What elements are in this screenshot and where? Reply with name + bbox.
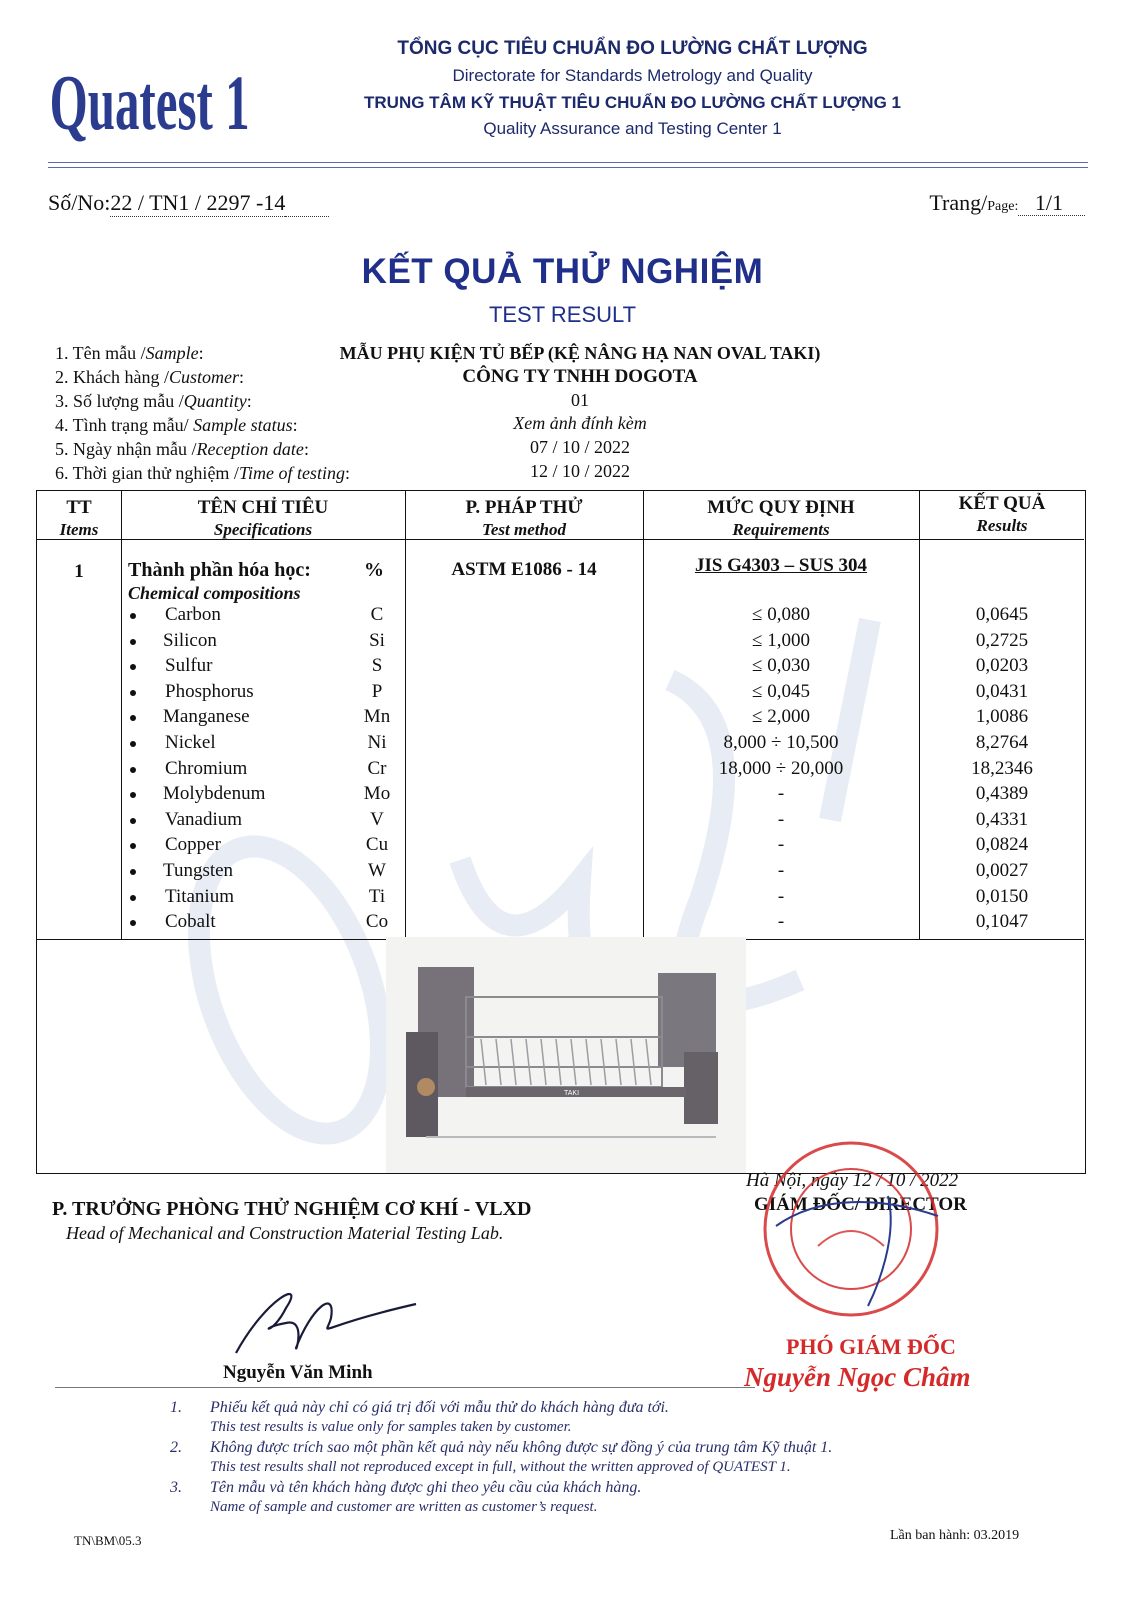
element-result: 0,0150: [975, 885, 1029, 907]
sample-photo: [386, 937, 746, 1173]
info-status-value: Xem ảnh đính kèm: [513, 413, 647, 433]
element-name: Tungsten: [163, 860, 234, 881]
element-requirement: ≤ 2,000: [752, 706, 810, 728]
bullet-icon: [130, 869, 136, 875]
info-sample-value: MẪU PHỤ KIỆN TỦ BẾP (KỆ NÂNG HẠ NAN OVAL TAKI): [339, 343, 821, 363]
info-sample-label: 1. Tên mẫu /Sample:: [55, 343, 204, 363]
bullet-icon: [130, 741, 136, 747]
element-result: 0,0645: [975, 604, 1029, 625]
photo-brand-label: TAKI: [564, 1090, 580, 1097]
element-result: 0,0824: [975, 834, 1029, 856]
deputy-name: Nguyễn Ngọc Châm: [744, 1362, 971, 1392]
element-symbol: Mo: [363, 783, 391, 805]
element-requirement: -: [777, 783, 785, 805]
page-label-en: Page:: [987, 199, 1019, 214]
element-symbol: Ti: [368, 885, 386, 907]
element-symbol: W: [368, 860, 386, 881]
page-value: 1/1: [1034, 190, 1063, 215]
bullet-icon: [130, 639, 136, 645]
signature-rule: [55, 1387, 755, 1388]
bullet-icon: [130, 767, 136, 773]
element-result: 0,2725: [975, 629, 1029, 651]
element-result: 18,2346: [971, 757, 1033, 779]
element-result: 0,1047: [975, 911, 1029, 933]
bullet-icon: [130, 664, 136, 670]
element-result: 0,4331: [975, 808, 1029, 830]
unit: %: [364, 559, 384, 581]
element-name: Nickel: [165, 732, 216, 753]
element-requirement: -: [777, 911, 785, 933]
element-result: 0,0431: [975, 680, 1029, 702]
header-specifications: TÊN CHỈ TIÊU Specifications: [197, 497, 329, 539]
element-name: Chromium: [165, 757, 248, 779]
test-method: ASTM E1086 - 14: [451, 559, 597, 580]
info-quantity-value: 01: [571, 390, 589, 410]
element-requirement: ≤ 0,030: [752, 655, 810, 677]
group-title-en: Chemical compositions: [128, 583, 301, 603]
lab-head-name: Nguyễn Văn Minh: [223, 1362, 373, 1383]
element-symbol: Si: [369, 629, 385, 651]
place-date: Hà Nội, ngày 12 / 10 / 2022: [746, 1170, 959, 1191]
bullet-icon: [130, 920, 136, 926]
lab-head-title: P. TRƯỞNG PHÒNG THỬ NGHIỆM CƠ KHÍ - VLXD: [52, 1198, 532, 1220]
group-title: Thành phần hóa học:: [128, 559, 311, 581]
element-result: 0,0203: [975, 655, 1029, 677]
element-requirement: ≤ 0,045: [752, 680, 810, 702]
header-test-method: P. PHÁP THỬ Test method: [465, 497, 583, 539]
bullet-icon: [130, 843, 136, 849]
element-symbol: S: [371, 655, 383, 677]
element-requirement: -: [777, 834, 785, 856]
lab-head-signature: [226, 1268, 426, 1368]
element-result: 8,2764: [975, 732, 1029, 753]
element-symbol: Co: [365, 911, 389, 933]
document-title: KẾT QUẢ THỬ NGHIỆM: [361, 252, 764, 291]
element-requirement: ≤ 0,080: [752, 604, 810, 625]
element-name: Sulfur: [165, 655, 213, 677]
deputy-title: PHÓ GIÁM ĐỐC: [786, 1334, 956, 1359]
element-symbol: Cr: [367, 757, 387, 779]
info-testing-value: 12 / 10 / 2022: [529, 461, 630, 481]
element-symbol: Ni: [367, 732, 387, 753]
directorate-vi: TỔNG CỤC TIÊU CHUẨN ĐO LƯỜNG CHẤT LƯỢNG: [397, 38, 868, 59]
item-number: 1: [74, 561, 84, 582]
element-symbol: Mn: [363, 706, 391, 728]
bullet-icon: [130, 715, 136, 721]
report-number: [48, 190, 329, 216]
header-requirements: MỨC QUY ĐỊNH Requirements: [707, 497, 855, 539]
bullet-icon: [130, 690, 136, 696]
page-label: Trang/: [929, 190, 988, 215]
directorate-en: Directorate for Standards Metrology and Quality: [452, 66, 813, 85]
info-customer-value: CÔNG TY TNHH DOGOTA: [462, 366, 698, 387]
element-symbol: Cu: [365, 834, 389, 856]
info-testing-label: 6. Thời gian thử nghiệm /Time of testing:: [55, 463, 350, 483]
element-requirement: -: [777, 860, 785, 881]
info-reception-label: 5. Ngày nhận mẫu /Reception date:: [55, 439, 309, 459]
bullet-icon: [130, 818, 136, 824]
issue-date: Lần ban hành: 03.2019: [890, 1528, 1020, 1543]
element-result: 1,0086: [975, 706, 1029, 728]
document-subtitle: TEST RESULT: [488, 302, 637, 327]
element-name: Molybdenum: [163, 783, 266, 805]
element-requirement: 18,000 ÷ 20,000: [718, 757, 844, 779]
page-indicator: [929, 190, 1085, 216]
element-requirement: ≤ 1,000: [752, 629, 810, 651]
form-code: TN\BM\05.3: [74, 1533, 142, 1548]
element-symbol: V: [370, 808, 384, 830]
element-symbol: P: [371, 680, 383, 702]
element-name: Vanadium: [165, 808, 243, 830]
element-symbol: C: [370, 604, 384, 625]
bullet-icon: [130, 613, 136, 619]
element-name: Cobalt: [165, 911, 216, 933]
element-name: Silicon: [163, 629, 217, 651]
director-label: GIÁM ĐỐC/ DIRECTOR: [754, 1194, 967, 1215]
element-name: Carbon: [165, 604, 221, 625]
report-number-label: Số/No:: [48, 190, 111, 215]
element-requirement: 8,000 ÷ 10,500: [723, 732, 839, 753]
bullet-icon: [130, 895, 136, 901]
official-stamp: [758, 1136, 944, 1322]
element-name: Phosphorus: [165, 680, 254, 702]
element-result: 0,0027: [975, 860, 1029, 881]
element-requirement: -: [777, 808, 785, 830]
header-results: KẾT QUẢ Results: [958, 493, 1046, 535]
element-name: Manganese: [163, 706, 250, 728]
header-rule-2: [48, 167, 1088, 168]
header-items: TT Items: [59, 497, 99, 539]
bullet-icon: [130, 792, 136, 798]
lab-head-title-en: Head of Mechanical and Construction Material Testing Lab.: [66, 1223, 504, 1243]
element-requirement: -: [777, 885, 785, 907]
info-reception-value: 07 / 10 / 2022: [529, 437, 630, 457]
logo-text: Quatest 1: [49, 61, 250, 144]
element-result: 0,4389: [975, 783, 1029, 805]
info-quantity-label: 3. Số lượng mẫu /Quantity:: [55, 391, 252, 411]
header-rule-1: [48, 162, 1088, 163]
report-number-value: 22 / TN1 / 2297 -14: [110, 190, 286, 215]
info-status-label: 4. Tình trạng mẫu/ Sample status:: [55, 415, 298, 435]
element-name: Titanium: [165, 885, 234, 907]
center-en: Quality Assurance and Testing Center 1: [483, 119, 782, 138]
center-vi: TRUNG TÂM KỸ THUẬT TIÊU CHUẨN ĐO LƯỜNG CHẤT LƯỢNG 1: [364, 93, 901, 112]
info-customer-label: 2. Khách hàng /Customer:: [55, 367, 244, 387]
element-name: Copper: [165, 834, 221, 856]
standard: JIS G4303 – SUS 304: [694, 555, 868, 576]
